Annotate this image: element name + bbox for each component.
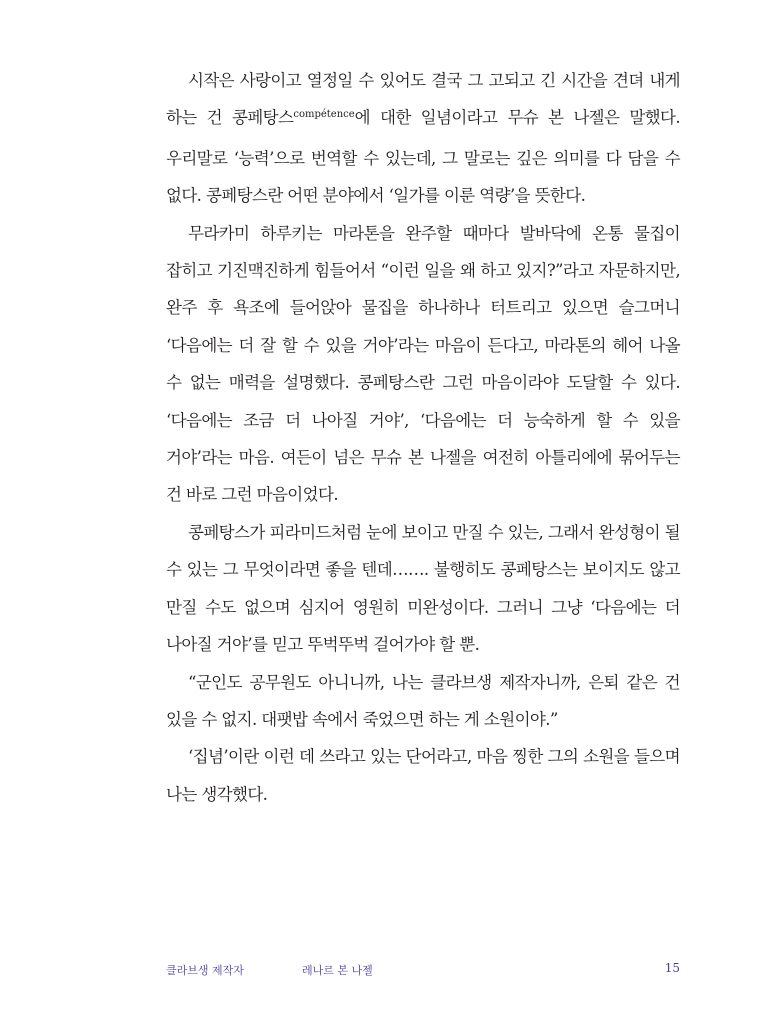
paragraph-1-text-b: 에 대한 일념이라고 무슈 본 나젤은 말했다. 우리말로 ‘능력’으로 번역할 수 있는데, 그 말로는 깊은 의미를 다 담을 수 없다. 콩페탕스란 어떤 분야에서 ‘일가를 이룬 역량’을 뜻한다. [166, 108, 680, 206]
paragraph-1 [166, 62, 680, 215]
page-footer [166, 962, 680, 982]
page-number: 15 [664, 961, 680, 975]
paragraph-1-text-a: 시작은 사랑이고 열정일 수 있어도 결국 그 고되고 긴 시간을 견뎌 내게 하는 건 콩페탕스 [166, 71, 680, 128]
page-body [166, 62, 680, 813]
paragraph-3: 콩페탕스가 피라미드처럼 눈에 보이고 만질 수 있는, 그래서 완성형이 될 수 있는 그 무엇이라면 좋을 텐데……. 불행히도 콩페탕스는 보이지도 않고 만질 수도 없으며 심지어 영원히 미완성이다. 그러니 그냥 ‘다음에는 더 나아질 거야’를 믿고 뚜벅뚜벅 걸어가야 할 뿐. [166, 522, 680, 655]
superscript-term: compétence [293, 109, 355, 121]
footer-chapter-title: 레나르 본 나젤 [302, 964, 373, 977]
paragraph-2: 무라카미 하루키는 마라톤을 완주할 때마다 발바닥에 온통 물집이 잡히고 기진맥진하게 힘들어서 “이런 일을 왜 하고 있지?”라고 자문하지만, 완주 후 욕조에 들어앉아 물집을 하나하나 터트리고 있으면 슬그머니 ‘다음에는 더 잘 할 수 있을 거야’라는 마음이 든다고, 마라톤의 헤어 나올 수 없는 매력을 설명했다. 콩페탕스란 그런 마음이라야 도달할 수 있다. ‘다음에는 조금 더 나아질 거야’, ‘다음에는 더 능숙하게 할 수 있을 거야’라는 마음. 여든이 넘은 무슈 본 나젤을 여전히 아틀리에에 묶어두는 건 바로 그런 마음이었다. [166, 223, 680, 505]
footer-book-title: 클라브생 제작자 [166, 964, 244, 977]
paragraph-4: “군인도 공무원도 아니니까, 나는 클라브생 제작자니까, 은퇴 같은 건 있을 수 없지. 대팻밥 속에서 죽었으면 하는 게 소원이야.” [166, 672, 680, 729]
paragraph-5: ‘집념’이란 이런 데 쓰라고 있는 단어라고, 마음 찡한 그의 소원을 들으며 나는 생각했다. [166, 747, 680, 804]
